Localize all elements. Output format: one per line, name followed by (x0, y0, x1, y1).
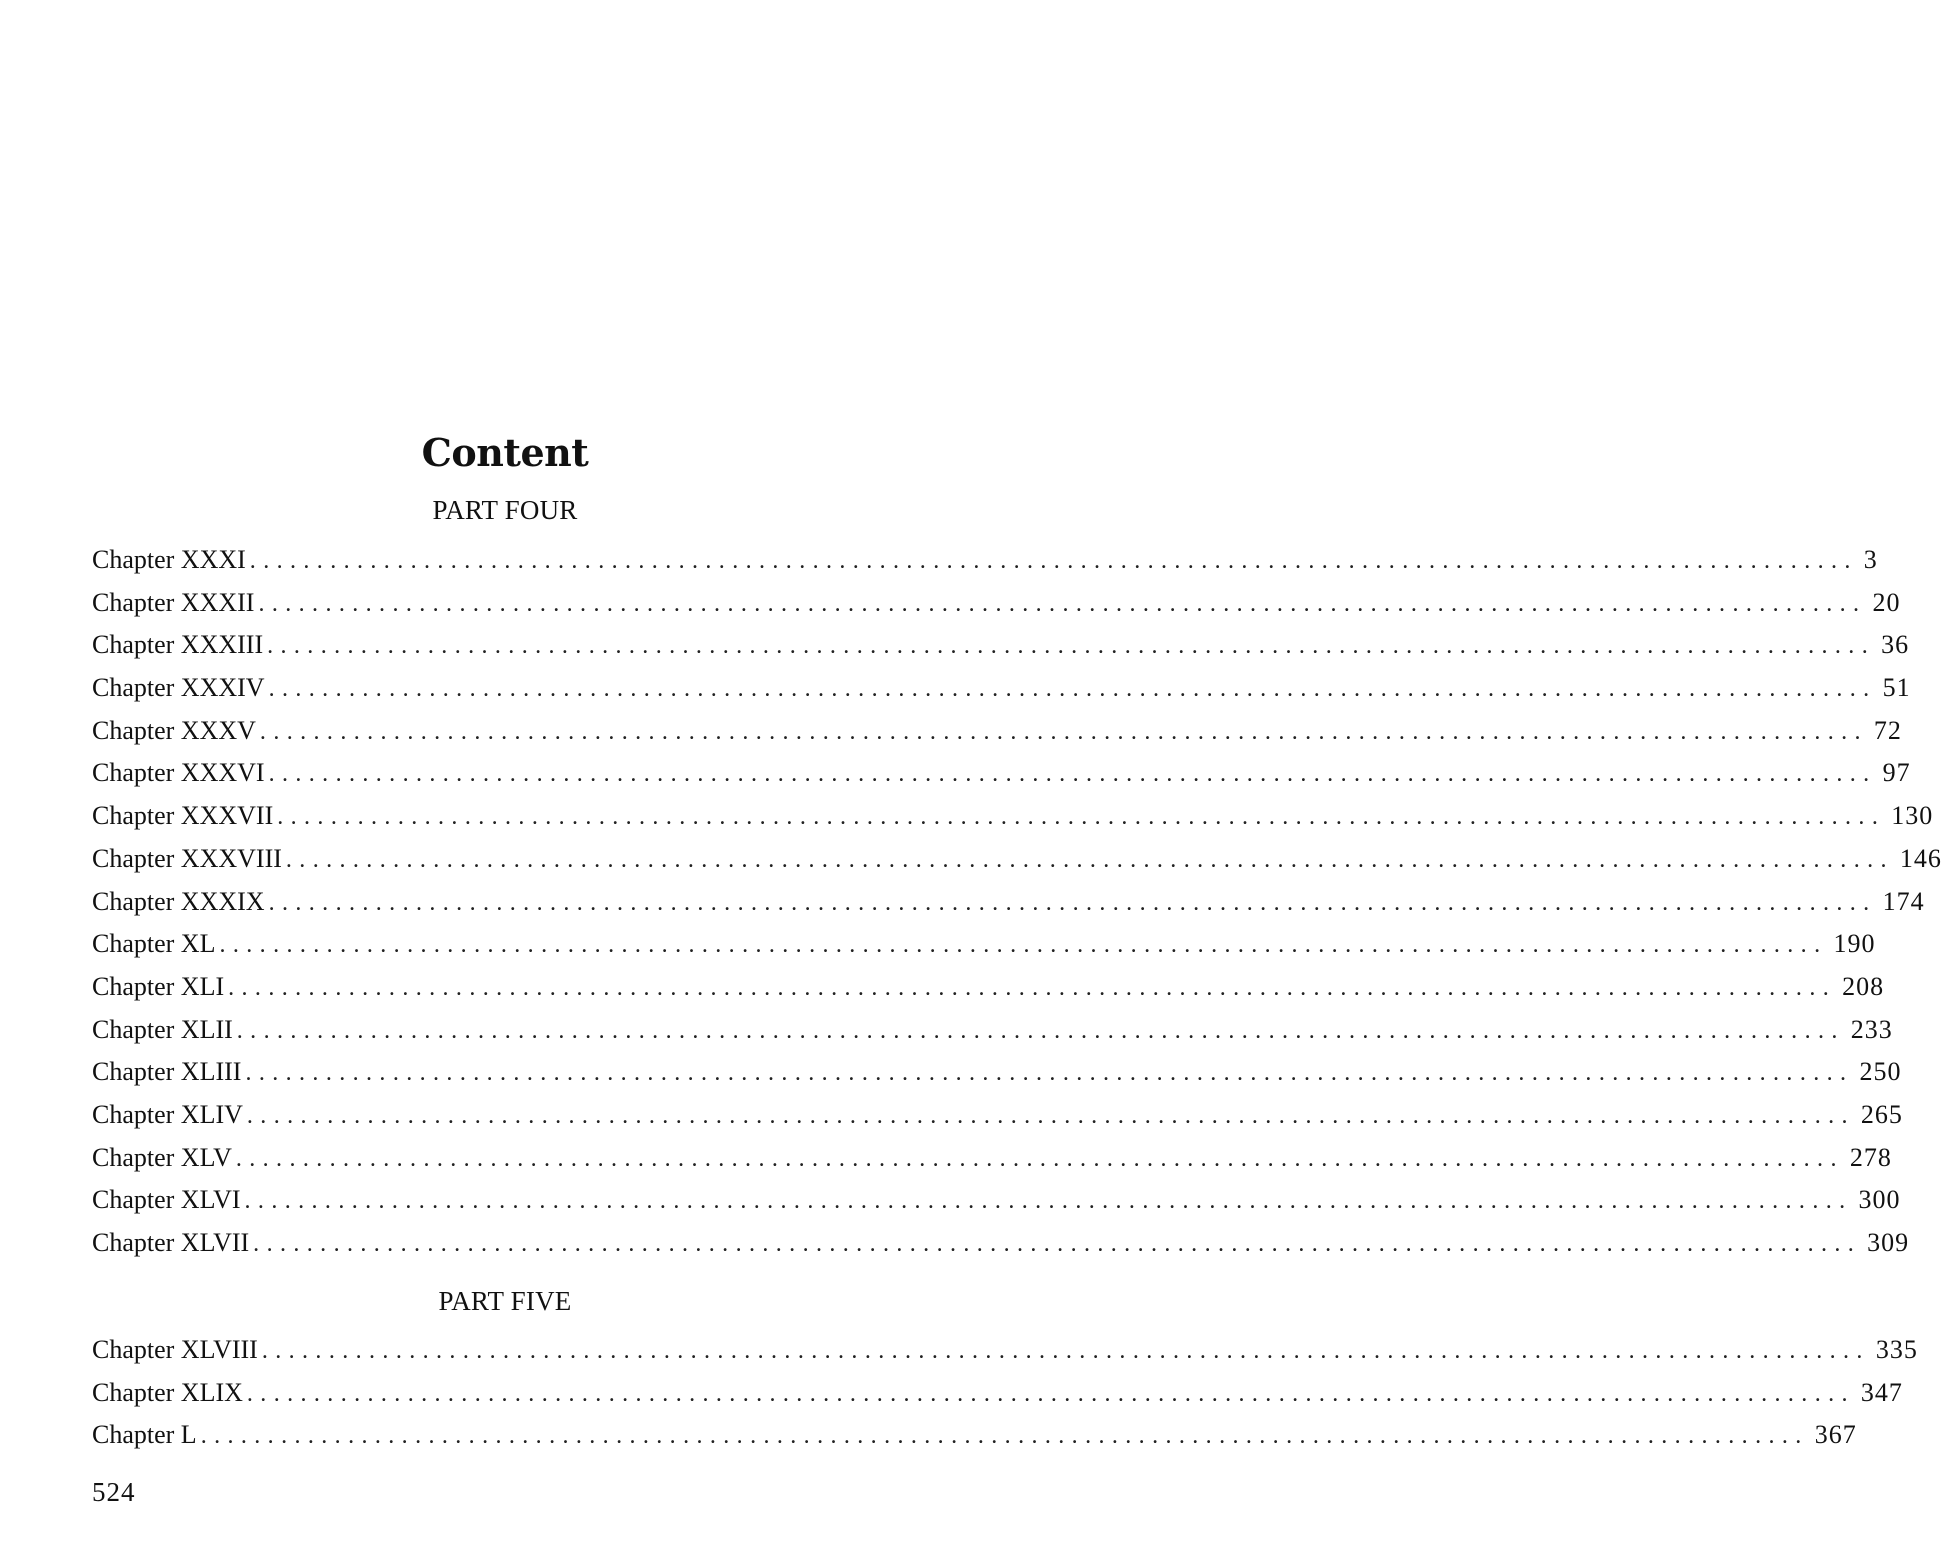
toc-entry[interactable] (92, 881, 1925, 924)
toc-entry[interactable] (92, 1222, 1910, 1265)
toc-entry-page: 208 (1842, 971, 1885, 1001)
toc-entry-label: Chapter XLVI (92, 1185, 241, 1215)
toc-entry-page: 335 (1875, 1335, 1918, 1364)
toc-dot-leader: ........................................................................................................................ (244, 1188, 1853, 1215)
toc-entry-page: 265 (1860, 1099, 1903, 1129)
toc-entry-label: Chapter XXXVIII (92, 843, 282, 873)
toc-entry-label: Chapter XLIV (92, 1099, 243, 1129)
toc-entry-label: Chapter XLII (92, 1014, 233, 1044)
toc-dot-leader: ........................................................................................................................ (228, 974, 1837, 1001)
toc-entry[interactable] (92, 1051, 1902, 1094)
toc-entry-page: 300 (1858, 1185, 1901, 1215)
part-heading-four: PART FOUR (432, 495, 578, 525)
toc-entry-page: 36 (1881, 630, 1910, 660)
toc-entry-page: 174 (1882, 886, 1925, 916)
toc-entry-label: Chapter XXXVI (92, 758, 265, 788)
toc-entry[interactable] (92, 667, 1911, 710)
toc-entry-page: 309 (1867, 1228, 1910, 1257)
toc-entry-label: Chapter XXXII (92, 587, 255, 617)
toc-entry-page: 190 (1833, 929, 1876, 959)
toc-entry-label: Chapter XLIII (92, 1057, 242, 1087)
toc-dot-leader: ........................................................................................................................ (246, 1102, 1855, 1129)
toc-dot-leader: ........................................................................................................................ (268, 761, 1877, 788)
toc-entry-label: Chapter XLI (92, 971, 225, 1001)
toc-dot-leader: ........................................................................................................................ (268, 676, 1877, 703)
toc-entry-label: Chapter XXXVII (92, 801, 274, 831)
toc-entry-label: Chapter XL (92, 929, 216, 959)
toc-entry-label: Chapter XXXIX (92, 886, 265, 916)
toc-entry[interactable] (92, 624, 1910, 667)
toc-entry-label: Chapter XLIX (92, 1377, 243, 1407)
toc-entry[interactable] (92, 1329, 1918, 1372)
toc-entry[interactable] (92, 1094, 1903, 1137)
toc-entry[interactable] (92, 1179, 1901, 1222)
toc-dot-leader: ........................................................................................................................ (267, 633, 1876, 660)
toc-entry[interactable] (92, 1137, 1892, 1180)
toc-dot-leader: ........................................................................................................................ (258, 590, 1867, 617)
toc-dot-leader: ........................................................................................................................ (200, 1423, 1809, 1450)
toc-entry[interactable] (92, 838, 1942, 881)
toc-entry[interactable] (92, 710, 1902, 753)
toc-entry-page: 250 (1859, 1057, 1902, 1087)
toc-entry-page: 51 (1882, 673, 1911, 703)
toc-dot-leader: ........................................................................................................................ (235, 1145, 1844, 1172)
toc-entry[interactable] (92, 1372, 1903, 1415)
toc-dot-leader: ........................................................................................................................ (261, 1338, 1870, 1364)
page-title: Content (421, 430, 589, 476)
part-heading-five: PART FIVE (438, 1286, 572, 1316)
toc-dot-leader: ........................................................................................................................ (246, 1380, 1855, 1407)
toc-entry-page: 72 (1873, 715, 1902, 745)
toc-entry-page: 97 (1882, 758, 1911, 788)
toc-entry-page: 233 (1850, 1014, 1893, 1044)
toc-entry[interactable] (92, 582, 1901, 625)
toc-entry[interactable] (92, 539, 1878, 582)
toc-entry-page: 347 (1860, 1377, 1903, 1407)
toc-entry[interactable] (92, 1414, 1857, 1457)
toc-entry-label: Chapter XXXV (92, 715, 256, 745)
toc-entry-label: Chapter XLVII (92, 1228, 250, 1257)
toc-list-part-four (92, 539, 1942, 1265)
toc-entry[interactable] (92, 795, 1934, 838)
toc-entry-label: Chapter XXXIII (92, 630, 264, 660)
toc-entry-page: 3 (1863, 545, 1878, 574)
toc-dot-leader: ........................................................................................................................ (245, 1060, 1854, 1087)
toc-dot-leader: ........................................................................................................................ (268, 889, 1877, 916)
toc-entry[interactable] (92, 1009, 1893, 1052)
toc-dot-leader: ........................................................................................................................ (277, 804, 1886, 831)
toc-entry-label: Chapter XXXI (92, 545, 246, 574)
toc-entry[interactable] (92, 752, 1911, 795)
toc-entry-page: 20 (1872, 587, 1901, 617)
page-number: 524 (92, 1477, 136, 1507)
toc-entry-page: 367 (1814, 1420, 1857, 1450)
toc-dot-leader: ........................................................................................................................ (249, 548, 1858, 574)
toc-entry-label: Chapter XLVIII (92, 1335, 258, 1364)
toc-entry-label: Chapter L (92, 1420, 197, 1450)
toc-dot-leader: ........................................................................................................................ (259, 718, 1868, 745)
toc-list-part-five (92, 1329, 1918, 1457)
toc-entry-page: 146 (1899, 843, 1942, 873)
toc-dot-leader: ........................................................................................................................ (285, 846, 1894, 873)
toc-entry-page: 278 (1849, 1142, 1892, 1172)
toc-dot-leader: ........................................................................................................................ (253, 1231, 1862, 1257)
toc-entry-label: Chapter XLV (92, 1142, 232, 1172)
toc-dot-leader: ........................................................................................................................ (219, 932, 1828, 959)
toc-entry[interactable] (92, 923, 1876, 966)
toc-entry-page: 130 (1891, 801, 1934, 831)
toc-entry-label: Chapter XXXIV (92, 673, 265, 703)
toc-dot-leader: ........................................................................................................................ (236, 1017, 1845, 1044)
toc-entry[interactable] (92, 966, 1885, 1009)
